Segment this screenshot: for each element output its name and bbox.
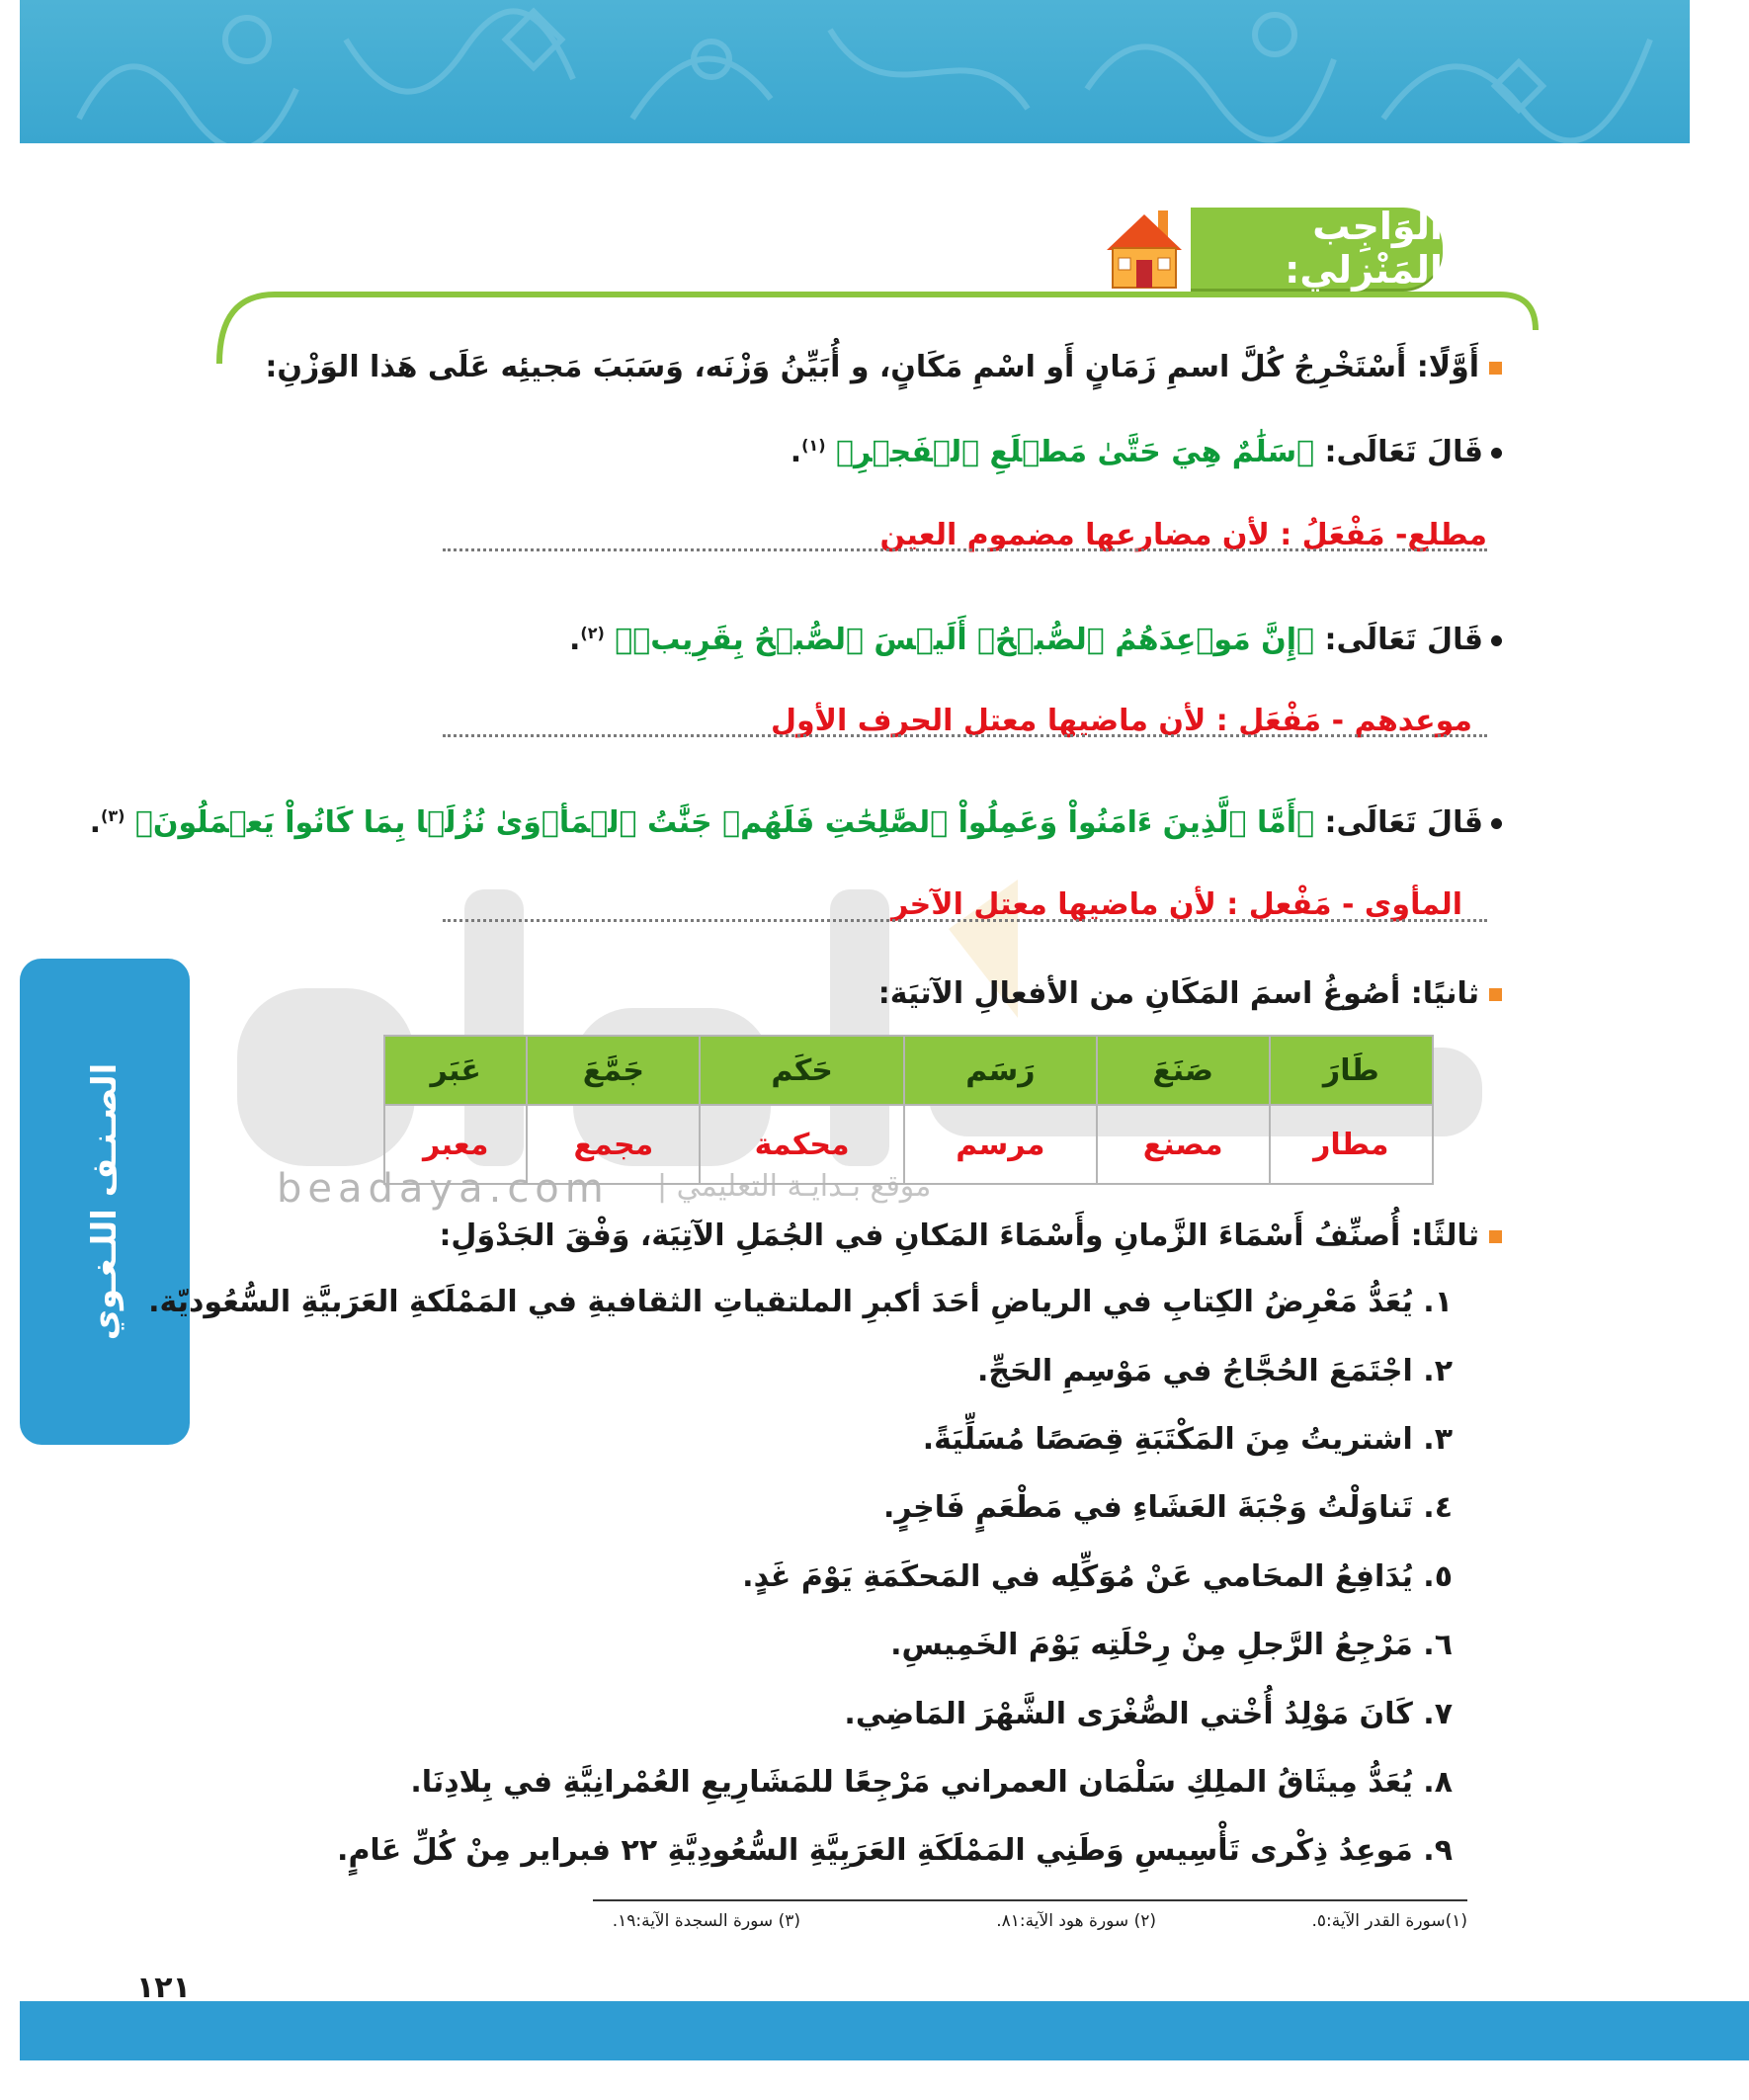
- section3-instruction: [439, 1218, 1502, 1253]
- verse-prefix: قَالَ تَعَالَى:: [1324, 435, 1483, 469]
- sentence-3: ٣. اشتريتُ مِنَ المَكْتَبَةِ قِصَصًا مُسَلِّيَةً.: [922, 1422, 1453, 1457]
- verb-cell: صَنَعَ: [1097, 1036, 1270, 1105]
- footnote-rule: [593, 1899, 1467, 1901]
- answer-3: المأوى - مَفْعل : لأن ماضيها معتل الآخر: [890, 887, 1462, 922]
- quran-verse: ﴿سَلَٰمٌ هِيَ حَتَّىٰ مَطۡلَعِ ٱلۡفَجۡرِ﴾: [835, 435, 1315, 469]
- answer-2: موعدهم - مَفْعَل : لأن ماضيها معتل الحرف الأول: [770, 704, 1472, 738]
- bullet-square-icon: [1489, 1230, 1502, 1243]
- sentence-8: ٨. يُعَدُّ مِيثَاقُ الملِكِ سَلْمَان العمراني مَرْجِعًا للمَشَارِيعِ العُمْرانِيَّةِ في بِلادِنَا.: [410, 1765, 1453, 1800]
- top-banner: [20, 0, 1690, 143]
- verse-line-2: [569, 623, 1502, 657]
- sentence-7: ٧. كَانَ مَوْلِدُ أُخْتي الصُّغْرَى الشَّهْرَ المَاضِي.: [844, 1697, 1453, 1731]
- footnote-2: (٢) سورة هود الآية:٨١.: [996, 1911, 1156, 1931]
- verse-end: .: [790, 435, 802, 469]
- bullet-dot-icon: [1491, 448, 1502, 459]
- place-noun-table: [383, 1035, 1434, 1185]
- footnote-ref: (١): [801, 436, 826, 455]
- verse-line-3: [90, 805, 1502, 840]
- answer-cell: مرسم: [904, 1105, 1097, 1184]
- verb-cell: جَمَّعَ: [527, 1036, 700, 1105]
- section2-instruction-text: ثانيًا: أصُوغُ اسمَ المَكَانِ من الأفعالِ الآتيَة:: [877, 976, 1479, 1011]
- bullet-square-icon: [1489, 362, 1502, 375]
- side-tab: [20, 959, 190, 1445]
- verb-cell: حَكَم: [700, 1036, 904, 1105]
- side-tab-label: الصـنـف اللـغـوي: [85, 1062, 125, 1341]
- sentence-6: ٦. مَرْجِعُ الرَّجلِ مِنْ رِحْلَتِه يَوْمَ الخَمِيسِ.: [890, 1628, 1453, 1662]
- sentence-1: ١. يُعَدُّ مَعْرِضُ الكِتابِ في الرياضِ أحَدَ أكبرِ الملتقياتِ الثقافيةِ في المَمْلَكةِ العَرَبيَّةِ السُّعُوديّة.: [148, 1285, 1453, 1319]
- watermark-url: beadaya.com: [277, 1166, 610, 1212]
- sentence-4: ٤. تَناوَلْتُ وَجْبَةَ العَشَاءِ في مَطْعَمٍ فَاخِرٍ.: [883, 1490, 1453, 1525]
- house-icon: [1097, 203, 1191, 292]
- sentence-2: ٢. اجْتَمَعَ الحُجَّاجُ في مَوْسِمِ الحَجِّ.: [977, 1354, 1453, 1388]
- bottom-banner: [20, 2001, 1749, 2060]
- footnote-3: (٣) سورة السجدة الآية:١٩.: [612, 1911, 800, 1931]
- bullet-square-icon: [1489, 988, 1502, 1001]
- footnote-ref: (٢): [580, 624, 605, 642]
- dotted-line: [443, 919, 1487, 922]
- answer-cell: معبر: [384, 1105, 527, 1184]
- bullet-dot-icon: [1491, 635, 1502, 646]
- verb-cell: عَبَر: [384, 1036, 527, 1105]
- section2-instruction: [878, 976, 1502, 1011]
- answer-cell: مطار: [1270, 1105, 1433, 1184]
- page-title: الوَاجِب المَنْزِلي:: [1191, 208, 1443, 289]
- table-header-row: [384, 1036, 1433, 1105]
- quran-verse: ﴿إِنَّ مَوۡعِدَهُمُ ٱلصُّبۡحُۚ أَلَيۡسَ ٱلصُّبۡحُ بِقَرِيبٖ﴾: [615, 623, 1315, 657]
- page-number: ١٢١: [136, 1971, 191, 2005]
- verse-prefix: قَالَ تَعَالَى:: [1324, 805, 1483, 840]
- verse-prefix: قَالَ تَعَالَى:: [1324, 623, 1483, 657]
- table-answer-row: [384, 1105, 1433, 1184]
- section3-instruction-text: ثالثًا: أُصنِّفُ أَسْمَاءَ الزَّمانِ وأَسْمَاءَ المَكانِ في الجُمَلِ الآتِيَة، وَفْقَ الجَدْوَلِ:: [439, 1218, 1479, 1253]
- section1-instruction: [265, 350, 1502, 384]
- sentence-9: ٩. مَوعِدُ ذِكْرى تَأْسِيسِ وَطَنِي المَمْلَكَةِ العَرَبِيَّةِ السُّعُودِيَّةِ ٢٢ فبراير مِنْ كُلِّ عَامٍ.: [337, 1833, 1453, 1868]
- verb-cell: طَارَ: [1270, 1036, 1433, 1105]
- watermark-site-name: موقع بـدايـة التعليمي |: [657, 1169, 932, 1204]
- verse-end: .: [569, 623, 581, 657]
- sentence-5: ٥. يُدَافِعُ المحَامي عَنْ مُوَكِّلِه في المَحكَمَةِ يَوْمَ غَدٍ.: [742, 1559, 1453, 1594]
- quran-verse: ﴿أَمَّا ٱلَّذِينَ ءَامَنُواْ وَعَمِلُواْ ٱلصَّٰلِحَٰتِ فَلَهُمۡ جَنَّٰتُ ٱلۡمَأۡوَىٰ نُزُلَۢا بِمَا كَانُواْ يَعۡمَلُونَ﴾: [134, 805, 1315, 840]
- section1-instruction-text: أَوَّلًا: أَسْتَخْرِجُ كُلَّ اسمِ زَمَانٍ أَو اسْمِ مَكَانٍ، و أُبَيِّنُ وَزْنَه، وَسَبَبَ مَجيئِه عَلَى هَذا الوَزْنِ:: [265, 350, 1479, 384]
- verse-line-1: [791, 435, 1502, 469]
- answer-cell: مصنع: [1097, 1105, 1270, 1184]
- dotted-line: [443, 548, 1487, 551]
- bullet-dot-icon: [1491, 818, 1502, 829]
- verb-cell: رَسَم: [904, 1036, 1097, 1105]
- answer-cell: محكمة: [700, 1105, 904, 1184]
- footnote-1: (١)سورة القدر الآية:٥.: [1311, 1911, 1467, 1931]
- answer-cell: مجمع: [527, 1105, 700, 1184]
- verse-end: .: [89, 805, 101, 840]
- dotted-line: [443, 734, 1487, 737]
- answer-1: مطلع- مَفْعَلُ : لأن مضارعها مضموم العين: [879, 518, 1487, 552]
- footnote-ref: (٣): [101, 806, 125, 825]
